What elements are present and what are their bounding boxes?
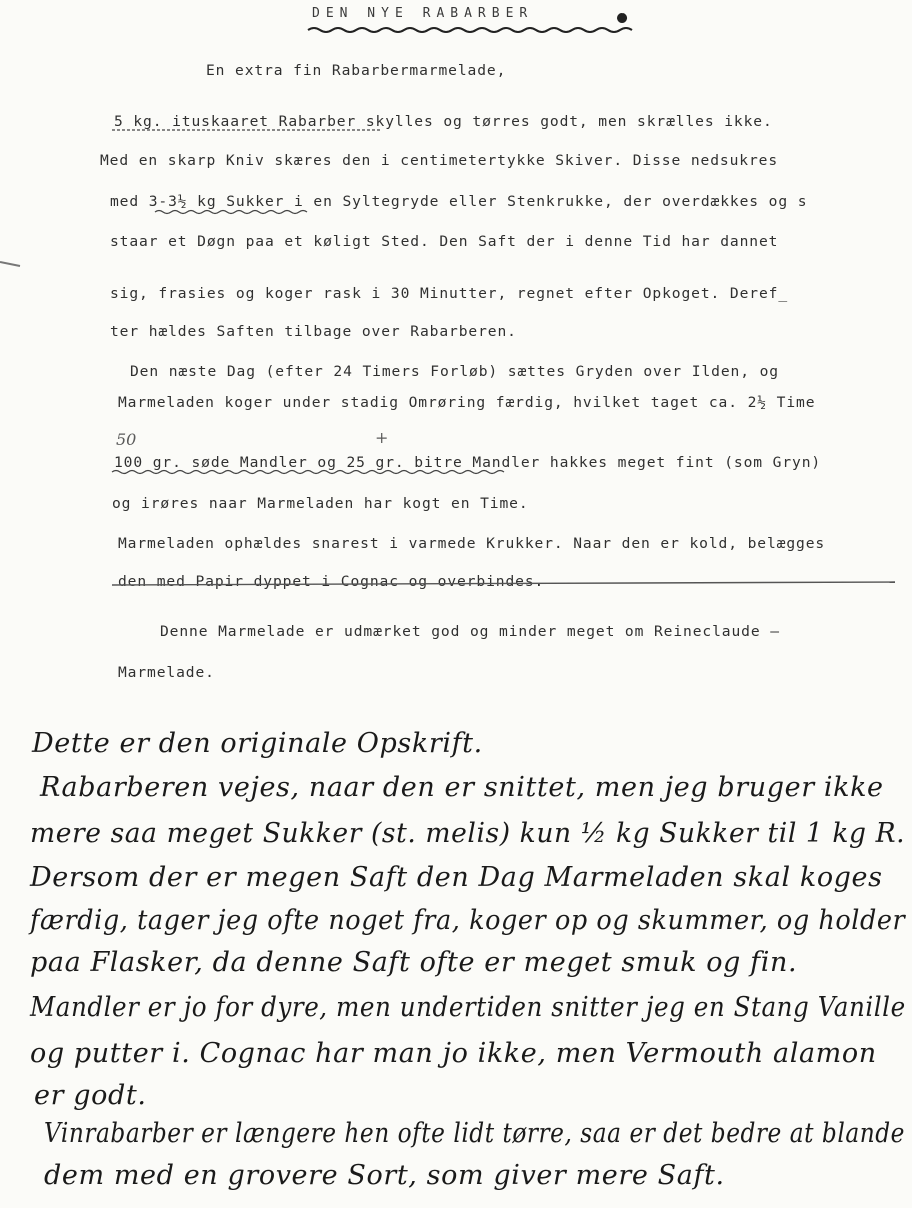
handwritten-line: mere saa meget Sukker (st. melis) kun ½ kg Sukker til 1 kg R.	[30, 818, 906, 849]
scratch-mark	[0, 262, 20, 266]
handwritten-line: Mandler er jo for dyre, men undertiden snitter jeg en Stang Vanille	[30, 992, 906, 1023]
typed-line: med 3-3½ kg Sukker i en Syltegryde eller Stenkrukke, der overdækkes og s	[110, 193, 808, 210]
handwritten-line: og putter i. Cognac har man jo ikke, men Vermouth alamon	[30, 1038, 877, 1069]
handwritten-line: Dette er den originale Opskrift.	[32, 728, 483, 759]
document-title: DEN NYE RABARBER	[312, 6, 534, 21]
typed-line: den med Papir dyppet i Cognac og overbindes.	[118, 573, 545, 590]
almond-underline	[112, 471, 504, 474]
handwritten-line: Dersom der er megen Saft den Dag Marmeladen skal koges	[30, 862, 883, 893]
handwritten-line: dem med en grovere Sort, som giver mere Saft.	[44, 1160, 725, 1191]
typed-line: Den næste Dag (efter 24 Timers Forløb) sættes Gryden over Ilden, og	[130, 363, 779, 380]
typed-line: Marmeladen koger under stadig Omrøring færdig, hvilket taget ca. 2½ Time	[118, 394, 816, 411]
typed-line-heading: En extra fin Rabarbermarmelade,	[206, 62, 507, 79]
typed-line: 100 gr. søde Mandler og 25 gr. bitre Mandler hakkes meget fint (som Gryn)	[114, 454, 822, 471]
margin-note: 50	[116, 430, 137, 449]
margin-note: +	[375, 428, 389, 447]
title-dot	[618, 14, 626, 22]
handwritten-line: Rabarberen vejes, naar den er snittet, men jeg bruger ikke	[40, 772, 884, 803]
typed-line: og irøres naar Marmeladen har kogt en Time.	[112, 495, 529, 512]
sugar-underline	[155, 211, 307, 214]
typed-line: Denne Marmelade er udmærket god og minder meget om Reineclaude —	[160, 623, 780, 640]
typed-line: ter hældes Saften tilbage over Rabarberen.	[110, 323, 517, 340]
handwritten-line: Vinrabarber er længere hen ofte lidt tørre, saa er det bedre at blande	[44, 1118, 905, 1149]
typed-line: sig, frasies og koger rask i 30 Minutter, regnet efter Opkoget. Deref_	[110, 285, 789, 302]
typed-line: 5 kg. ituskaaret Rabarber skylles og tørres godt, men skrælles ikke.	[114, 113, 773, 130]
handwritten-line: færdig, tager jeg ofte noget fra, koger op og skummer, og holder	[30, 905, 906, 936]
handwritten-line: paa Flasker, da denne Saft ofte er meget smuk og fin.	[30, 947, 798, 978]
typed-line: Marmeladen ophældes snarest i varmede Krukker. Naar den er kold, belægges	[118, 535, 826, 552]
typed-line: Med en skarp Kniv skæres den i centimetertykke Skiver. Disse nedsukres	[100, 152, 779, 169]
title-wavy-underline	[308, 28, 632, 32]
typed-line: Marmelade.	[118, 664, 215, 681]
separator-rule	[112, 582, 895, 585]
typed-line: staar et Døgn paa et køligt Sted. Den Saft der i denne Tid har dannet	[110, 233, 779, 250]
handwritten-line: er godt.	[34, 1080, 147, 1111]
